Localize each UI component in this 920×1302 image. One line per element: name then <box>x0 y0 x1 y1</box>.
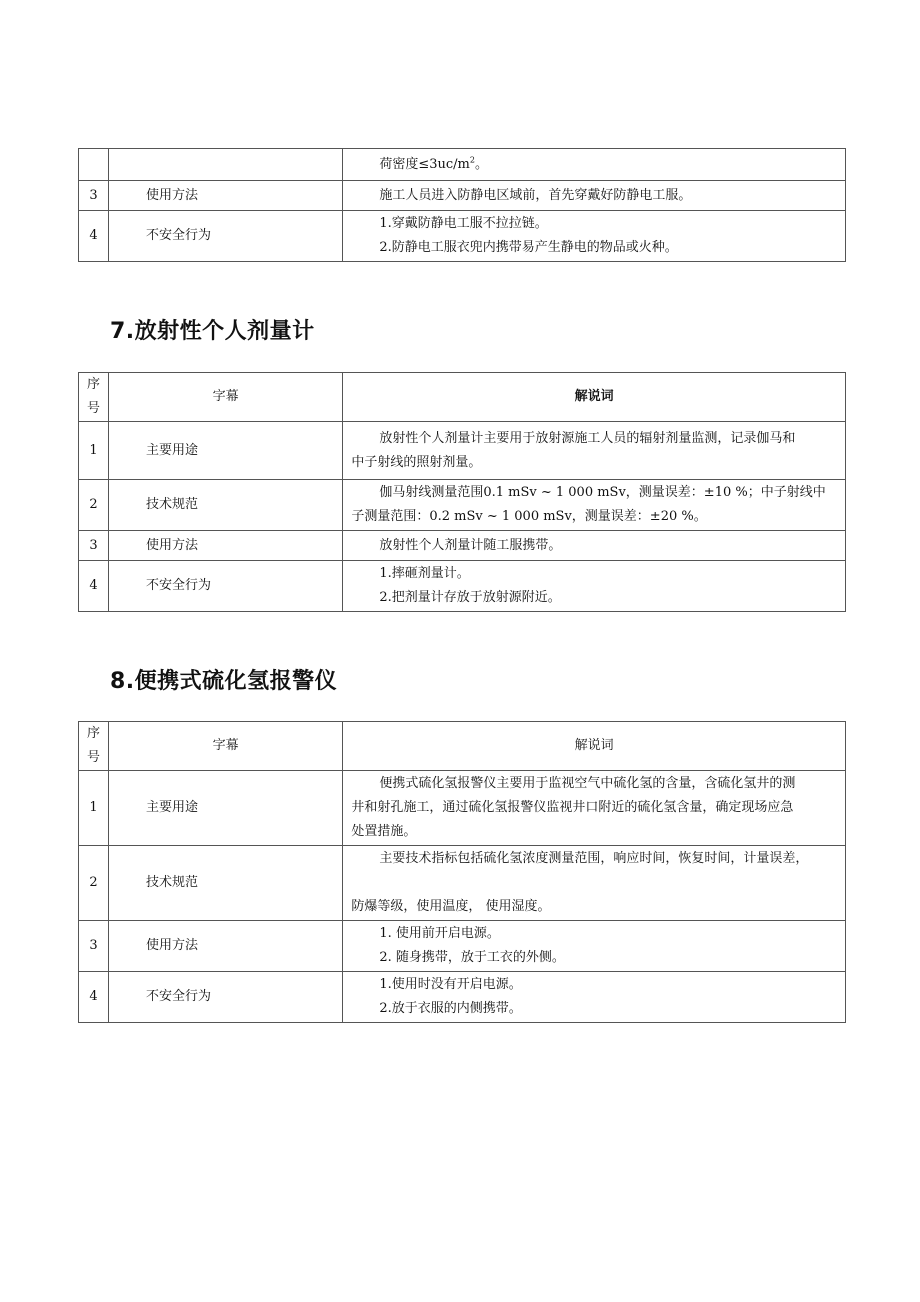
section-title-8: 8.便携式硫化氢报警仪 <box>110 669 338 694</box>
row-number: 4 <box>79 972 109 1023</box>
row-explanation: 1.使用时没有开启电源。 2.放于衣服的内侧携带。 <box>343 972 846 1023</box>
row-subtitle: 主要用途 <box>109 771 343 846</box>
row-number: 2 <box>79 480 109 531</box>
table-row <box>79 531 846 561</box>
row-number: 1 <box>79 422 109 480</box>
header-subtitle: 字幕 <box>109 373 343 422</box>
row-explanation: 1.摔砸剂量计。 2.把剂量计存放于放射源附近。 <box>343 561 846 612</box>
row-subtitle: 使用方法 <box>109 921 343 972</box>
row-subtitle: 使用方法 <box>109 181 343 211</box>
header-subtitle: 字幕 <box>109 722 343 771</box>
row-subtitle <box>109 149 343 181</box>
table-row <box>79 149 846 181</box>
row-number: 4 <box>79 561 109 612</box>
row-subtitle: 技术规范 <box>109 480 343 531</box>
table-row <box>79 181 846 211</box>
table-continued <box>78 148 846 262</box>
row-subtitle: 技术规范 <box>109 846 343 921</box>
row-subtitle: 不安全行为 <box>109 211 343 262</box>
row-explanation: 放射性个人剂量计随工服携带。 <box>343 531 846 561</box>
row-explanation: 主要技术指标包括硫化氢浓度测量范围，响应时间，恢复时间，计量误差， 防爆等级，使用温度， 使用湿度。 <box>343 846 846 921</box>
header-explanation: 解说词 <box>343 722 846 771</box>
row-explanation: 便携式硫化氢报警仪主要用于监视空气中硫化氢的含量，含硫化氢井的测 井和射孔施工，通过硫化氢报警仪监视井口附近的硫化氢含量，确定现场应急 处置措施。 <box>343 771 846 846</box>
row-explanation: 1. 使用前开启电源。 2. 随身携带，放于工衣的外侧。 <box>343 921 846 972</box>
row-number <box>79 149 109 181</box>
row-subtitle: 主要用途 <box>109 422 343 480</box>
table-row <box>79 921 846 972</box>
header-number: 序 号 <box>79 373 109 422</box>
row-number: 3 <box>79 181 109 211</box>
row-number: 4 <box>79 211 109 262</box>
table-row <box>79 211 846 262</box>
row-number: 3 <box>79 921 109 972</box>
table-row <box>79 422 846 480</box>
table-header-row <box>79 373 846 422</box>
row-number: 3 <box>79 531 109 561</box>
section-title-7: 7.放射性个人剂量计 <box>110 319 315 344</box>
row-subtitle: 不安全行为 <box>109 561 343 612</box>
table-row <box>79 771 846 846</box>
row-explanation: 1.穿戴防静电工服不拉拉链。 2.防静电工服衣兜内携带易产生静电的物品或火种。 <box>343 211 846 262</box>
row-number: 2 <box>79 846 109 921</box>
row-explanation: 施工人员进入防静电区域前，首先穿戴好防静电工服。 <box>343 181 846 211</box>
row-explanation: 放射性个人剂量计主要用于放射源施工人员的辐射剂量监测，记录伽马和 中子射线的照射剂量。 <box>343 422 846 480</box>
row-explanation: 伽马射线测量范围0.1 mSv ~ 1 000 mSv，测量误差：±10 %；中子射线中 子测量范围：0.2 mSv ~ 1 000 mSv，测量误差：±20 %。 <box>343 480 846 531</box>
table-row <box>79 846 846 921</box>
table-h2s-alarm <box>78 721 846 1023</box>
table-row <box>79 480 846 531</box>
header-explanation: 解说词 <box>343 373 846 422</box>
table-header-row <box>79 722 846 771</box>
table-row <box>79 972 846 1023</box>
header-number: 序 号 <box>79 722 109 771</box>
table-row <box>79 561 846 612</box>
table-dosimeter <box>78 372 846 612</box>
row-subtitle: 使用方法 <box>109 531 343 561</box>
row-number: 1 <box>79 771 109 846</box>
row-explanation: 荷密度$\le 3uc/m^2$。 <box>343 149 846 181</box>
row-subtitle: 不安全行为 <box>109 972 343 1023</box>
